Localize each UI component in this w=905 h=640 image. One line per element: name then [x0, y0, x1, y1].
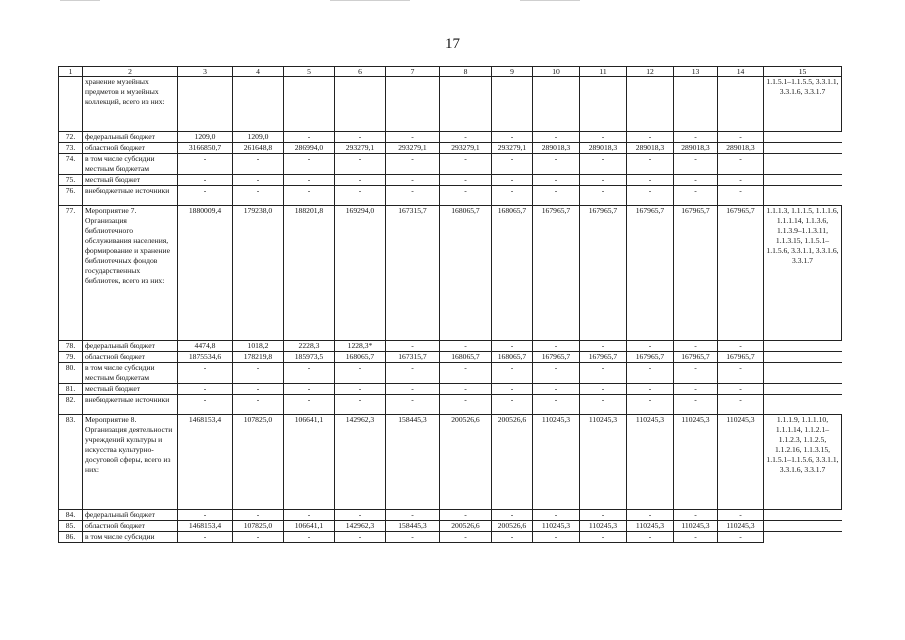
- value-cell: -: [233, 186, 284, 206]
- value-cell: -: [627, 532, 674, 543]
- value-cell: -: [178, 154, 233, 175]
- table-row: [59, 363, 842, 384]
- value-cell: 167965,7: [533, 352, 580, 363]
- row-number: 75.: [59, 175, 83, 186]
- value-cell: -: [178, 384, 233, 395]
- value-cell: 110245,3: [627, 415, 674, 510]
- row-number: 72.: [59, 132, 83, 143]
- value-cell: 158445,3: [386, 415, 440, 510]
- value-cell: -: [335, 154, 386, 175]
- value-cell: -: [386, 363, 440, 384]
- value-cell: -: [674, 395, 718, 415]
- value-cell: 289018,3: [533, 143, 580, 154]
- header-row: [59, 67, 842, 77]
- row-name: федеральный бюджет: [83, 510, 178, 521]
- value-cell: [533, 77, 580, 132]
- value-cell: -: [533, 175, 580, 186]
- value-cell: -: [386, 510, 440, 521]
- value-cell: -: [580, 154, 627, 175]
- row-name: в том числе субсидии: [83, 532, 178, 543]
- value-cell: -: [284, 384, 335, 395]
- value-cell: -: [335, 395, 386, 415]
- value-cell: -: [674, 384, 718, 395]
- value-cell: 293279,1: [440, 143, 492, 154]
- column-header: 7: [386, 67, 440, 77]
- value-cell: -: [440, 395, 492, 415]
- row-number: 85.: [59, 521, 83, 532]
- table-row: [59, 186, 842, 206]
- value-cell: -: [233, 395, 284, 415]
- value-cell: -: [386, 154, 440, 175]
- value-cell: -: [533, 341, 580, 352]
- row-name: областной бюджет: [83, 143, 178, 154]
- value-cell: -: [718, 510, 764, 521]
- reference-cell: [764, 154, 842, 175]
- row-name: местный бюджет: [83, 384, 178, 395]
- row-number: 79.: [59, 352, 83, 363]
- table-body: [59, 77, 842, 543]
- scan-edge-mark: [520, 0, 580, 1]
- value-cell: [284, 77, 335, 132]
- reference-cell: [764, 363, 842, 384]
- value-cell: 3166850,7: [178, 143, 233, 154]
- value-cell: -: [284, 175, 335, 186]
- value-cell: -: [718, 384, 764, 395]
- reference-cell: [764, 143, 842, 154]
- table-row: [59, 395, 842, 415]
- value-cell: -: [718, 532, 764, 543]
- column-header: 6: [335, 67, 386, 77]
- column-header: 12: [627, 67, 674, 77]
- value-cell: 110245,3: [580, 415, 627, 510]
- value-cell: 286994,0: [284, 143, 335, 154]
- value-cell: -: [533, 154, 580, 175]
- value-cell: 158445,3: [386, 521, 440, 532]
- column-header: 3: [178, 67, 233, 77]
- column-header: 4: [233, 67, 284, 77]
- value-cell: -: [233, 363, 284, 384]
- value-cell: 1468153,4: [178, 521, 233, 532]
- table-row: [59, 132, 842, 143]
- row-name: федеральный бюджет: [83, 132, 178, 143]
- value-cell: -: [440, 132, 492, 143]
- value-cell: -: [533, 132, 580, 143]
- column-header: 13: [674, 67, 718, 77]
- value-cell: -: [284, 132, 335, 143]
- value-cell: -: [233, 175, 284, 186]
- value-cell: -: [627, 384, 674, 395]
- value-cell: [492, 77, 533, 132]
- column-header: 15: [764, 67, 842, 77]
- value-cell: 289018,3: [580, 143, 627, 154]
- row-name: местный бюджет: [83, 175, 178, 186]
- row-name: в том числе субсидии местным бюджетам: [83, 363, 178, 384]
- value-cell: [386, 77, 440, 132]
- value-cell: -: [492, 510, 533, 521]
- value-cell: 110245,3: [718, 415, 764, 510]
- value-cell: 1018,2: [233, 341, 284, 352]
- value-cell: -: [492, 186, 533, 206]
- value-cell: -: [533, 384, 580, 395]
- reference-cell: 1.1.1.3, 1.1.1.5, 1.1.1.6, 1.1.1.14, 1.1.3.6, 1.1.3.9–1.1.3.11, 1.1.3.15, 1.1.5.1–1.1.5.6, 3.3.1.1, 3.3.1.6, 3.3.1.7: [764, 206, 842, 341]
- value-cell: 110245,3: [533, 415, 580, 510]
- value-cell: -: [492, 395, 533, 415]
- value-cell: -: [674, 175, 718, 186]
- table-row: [59, 384, 842, 395]
- value-cell: 168065,7: [440, 206, 492, 341]
- value-cell: -: [386, 395, 440, 415]
- table-row: [59, 77, 842, 132]
- value-cell: -: [627, 363, 674, 384]
- value-cell: 1209,0: [233, 132, 284, 143]
- value-cell: -: [627, 510, 674, 521]
- value-cell: -: [580, 132, 627, 143]
- value-cell: [674, 77, 718, 132]
- value-cell: 110245,3: [674, 415, 718, 510]
- value-cell: -: [284, 186, 335, 206]
- value-cell: [718, 77, 764, 132]
- value-cell: -: [440, 363, 492, 384]
- value-cell: [233, 77, 284, 132]
- value-cell: -: [386, 132, 440, 143]
- value-cell: 1228,3*: [335, 341, 386, 352]
- value-cell: -: [674, 363, 718, 384]
- value-cell: [178, 77, 233, 132]
- value-cell: -: [627, 341, 674, 352]
- value-cell: -: [284, 363, 335, 384]
- column-header: 2: [83, 67, 178, 77]
- value-cell: -: [580, 175, 627, 186]
- value-cell: 168065,7: [335, 352, 386, 363]
- value-cell: -: [440, 384, 492, 395]
- value-cell: -: [492, 175, 533, 186]
- value-cell: 107825,0: [233, 521, 284, 532]
- value-cell: 106641,1: [284, 521, 335, 532]
- value-cell: [627, 77, 674, 132]
- column-header: 10: [533, 67, 580, 77]
- row-name: областной бюджет: [83, 352, 178, 363]
- value-cell: -: [386, 186, 440, 206]
- row-number: 73.: [59, 143, 83, 154]
- value-cell: 289018,3: [718, 143, 764, 154]
- value-cell: -: [386, 532, 440, 543]
- value-cell: -: [674, 341, 718, 352]
- value-cell: 179238,0: [233, 206, 284, 341]
- row-name: областной бюджет: [83, 521, 178, 532]
- value-cell: 1209,0: [178, 132, 233, 143]
- value-cell: -: [580, 341, 627, 352]
- row-number: 84.: [59, 510, 83, 521]
- value-cell: -: [178, 186, 233, 206]
- value-cell: -: [580, 384, 627, 395]
- table-row: [59, 341, 842, 352]
- value-cell: -: [492, 154, 533, 175]
- row-number: 82.: [59, 395, 83, 415]
- value-cell: -: [440, 186, 492, 206]
- value-cell: -: [627, 154, 674, 175]
- row-number: 83.: [59, 415, 83, 510]
- value-cell: 200526,6: [440, 521, 492, 532]
- value-cell: 200526,6: [492, 415, 533, 510]
- table-row: [59, 510, 842, 521]
- value-cell: 200526,6: [492, 521, 533, 532]
- table-row: [59, 143, 842, 154]
- value-cell: -: [718, 154, 764, 175]
- reference-cell: [764, 510, 842, 521]
- row-number: 86.: [59, 532, 83, 543]
- value-cell: -: [440, 341, 492, 352]
- value-cell: -: [178, 395, 233, 415]
- value-cell: 168065,7: [492, 352, 533, 363]
- table-row: [59, 532, 842, 543]
- value-cell: -: [178, 363, 233, 384]
- column-header: 8: [440, 67, 492, 77]
- value-cell: 167965,7: [718, 206, 764, 341]
- table-row: [59, 206, 842, 341]
- reference-cell: 1.1.1.9, 1.1.1.10, 1.1.1.14, 1.1.2.1–1.1.2.3, 1.1.2.5, 1.1.2.16, 1.1.3.15, 1.1.5.1–1.1.5.6, 3.3.1.1, 3.3.1.6, 3.3.1.7: [764, 415, 842, 510]
- row-name: внебюджетные источники: [83, 395, 178, 415]
- value-cell: 1875534,6: [178, 352, 233, 363]
- budget-table: [58, 66, 842, 543]
- value-cell: -: [674, 132, 718, 143]
- value-cell: -: [580, 186, 627, 206]
- row-name: Мероприятие 8. Организация деятельности учреждений культуры и искусства культурно-досуговой сферы, всего из них:: [83, 415, 178, 510]
- value-cell: -: [386, 341, 440, 352]
- value-cell: 142962,3: [335, 415, 386, 510]
- value-cell: -: [718, 363, 764, 384]
- value-cell: 4474,8: [178, 341, 233, 352]
- row-number: 81.: [59, 384, 83, 395]
- value-cell: 289018,3: [627, 143, 674, 154]
- value-cell: -: [335, 363, 386, 384]
- value-cell: -: [335, 384, 386, 395]
- value-cell: -: [178, 510, 233, 521]
- value-cell: -: [533, 363, 580, 384]
- value-cell: [335, 77, 386, 132]
- value-cell: -: [718, 186, 764, 206]
- value-cell: -: [233, 532, 284, 543]
- value-cell: -: [674, 510, 718, 521]
- scan-edge-mark: [60, 0, 100, 1]
- value-cell: 1468153,4: [178, 415, 233, 510]
- value-cell: -: [627, 186, 674, 206]
- value-cell: 1880009,4: [178, 206, 233, 341]
- row-name: внебюджетные источники: [83, 186, 178, 206]
- value-cell: -: [440, 154, 492, 175]
- value-cell: -: [335, 532, 386, 543]
- value-cell: 168065,7: [440, 352, 492, 363]
- value-cell: -: [284, 154, 335, 175]
- value-cell: -: [386, 384, 440, 395]
- value-cell: 200526,6: [440, 415, 492, 510]
- value-cell: -: [335, 186, 386, 206]
- value-cell: -: [674, 154, 718, 175]
- value-cell: 167965,7: [533, 206, 580, 341]
- value-cell: -: [580, 363, 627, 384]
- value-cell: -: [674, 532, 718, 543]
- value-cell: [440, 77, 492, 132]
- page-number: 17: [445, 36, 460, 52]
- value-cell: -: [580, 532, 627, 543]
- value-cell: 293279,1: [492, 143, 533, 154]
- value-cell: -: [440, 175, 492, 186]
- value-cell: 167965,7: [580, 352, 627, 363]
- row-name: в том числе субсидии местным бюджетам: [83, 154, 178, 175]
- value-cell: -: [718, 175, 764, 186]
- reference-cell: [764, 341, 842, 352]
- value-cell: -: [492, 363, 533, 384]
- value-cell: 110245,3: [533, 521, 580, 532]
- value-cell: -: [492, 132, 533, 143]
- scan-edge-mark: [330, 0, 410, 1]
- column-header: 14: [718, 67, 764, 77]
- value-cell: 185973,5: [284, 352, 335, 363]
- row-name: хранение музейных предметов и музейных коллекций, всего из них:: [83, 77, 178, 132]
- value-cell: 261648,8: [233, 143, 284, 154]
- row-name: Мероприятие 7. Организация библиотечного обслуживания населения, формирование и хранение библиотечных фондов государственных библиотек, всего из них:: [83, 206, 178, 341]
- value-cell: -: [580, 510, 627, 521]
- value-cell: -: [178, 175, 233, 186]
- reference-cell: [764, 175, 842, 186]
- value-cell: -: [533, 532, 580, 543]
- value-cell: -: [335, 132, 386, 143]
- value-cell: 167315,7: [386, 352, 440, 363]
- value-cell: -: [178, 532, 233, 543]
- value-cell: -: [492, 384, 533, 395]
- value-cell: 2228,3: [284, 341, 335, 352]
- value-cell: -: [492, 532, 533, 543]
- value-cell: -: [718, 341, 764, 352]
- value-cell: 293279,1: [386, 143, 440, 154]
- value-cell: -: [284, 532, 335, 543]
- value-cell: 167965,7: [627, 206, 674, 341]
- row-name: федеральный бюджет: [83, 341, 178, 352]
- value-cell: 289018,3: [674, 143, 718, 154]
- value-cell: -: [284, 395, 335, 415]
- row-number: 80.: [59, 363, 83, 384]
- value-cell: -: [533, 395, 580, 415]
- value-cell: -: [580, 395, 627, 415]
- value-cell: 167965,7: [580, 206, 627, 341]
- value-cell: -: [533, 510, 580, 521]
- value-cell: -: [674, 186, 718, 206]
- value-cell: 107825,0: [233, 415, 284, 510]
- value-cell: 293279,1: [335, 143, 386, 154]
- value-cell: -: [440, 532, 492, 543]
- reference-cell: [764, 532, 842, 543]
- column-header: 11: [580, 67, 627, 77]
- column-header: 9: [492, 67, 533, 77]
- row-number: 74.: [59, 154, 83, 175]
- row-number: [59, 77, 83, 132]
- reference-cell: [764, 186, 842, 206]
- column-header: 5: [284, 67, 335, 77]
- value-cell: 167315,7: [386, 206, 440, 341]
- value-cell: -: [440, 510, 492, 521]
- table-row: [59, 415, 842, 510]
- row-number: 76.: [59, 186, 83, 206]
- value-cell: 167965,7: [674, 352, 718, 363]
- reference-cell: [764, 384, 842, 395]
- value-cell: -: [718, 132, 764, 143]
- value-cell: 167965,7: [718, 352, 764, 363]
- reference-cell: [764, 395, 842, 415]
- value-cell: -: [718, 395, 764, 415]
- reference-cell: [764, 132, 842, 143]
- value-cell: [580, 77, 627, 132]
- reference-cell: [764, 352, 842, 363]
- value-cell: 167965,7: [674, 206, 718, 341]
- value-cell: 142962,3: [335, 521, 386, 532]
- value-cell: 167965,7: [627, 352, 674, 363]
- value-cell: -: [533, 186, 580, 206]
- value-cell: -: [233, 384, 284, 395]
- value-cell: -: [492, 341, 533, 352]
- reference-cell: [764, 521, 842, 532]
- value-cell: -: [284, 510, 335, 521]
- value-cell: 169294,0: [335, 206, 386, 341]
- value-cell: 110245,3: [674, 521, 718, 532]
- reference-cell: 1.1.5.1–1.1.5.5, 3.3.1.1, 3.3.1.6, 3.3.1.7: [764, 77, 842, 132]
- value-cell: 110245,3: [718, 521, 764, 532]
- value-cell: -: [627, 395, 674, 415]
- value-cell: 188201,8: [284, 206, 335, 341]
- value-cell: 110245,3: [627, 521, 674, 532]
- table-row: [59, 521, 842, 532]
- value-cell: -: [335, 510, 386, 521]
- column-header: 1: [59, 67, 83, 77]
- value-cell: 178219,8: [233, 352, 284, 363]
- table-row: [59, 175, 842, 186]
- value-cell: -: [627, 175, 674, 186]
- value-cell: 168065,7: [492, 206, 533, 341]
- value-cell: 106641,1: [284, 415, 335, 510]
- value-cell: -: [627, 132, 674, 143]
- value-cell: 110245,3: [580, 521, 627, 532]
- table-row: [59, 154, 842, 175]
- row-number: 78.: [59, 341, 83, 352]
- value-cell: -: [233, 510, 284, 521]
- row-number: 77.: [59, 206, 83, 341]
- table-row: [59, 352, 842, 363]
- value-cell: -: [386, 175, 440, 186]
- value-cell: -: [335, 175, 386, 186]
- value-cell: -: [233, 154, 284, 175]
